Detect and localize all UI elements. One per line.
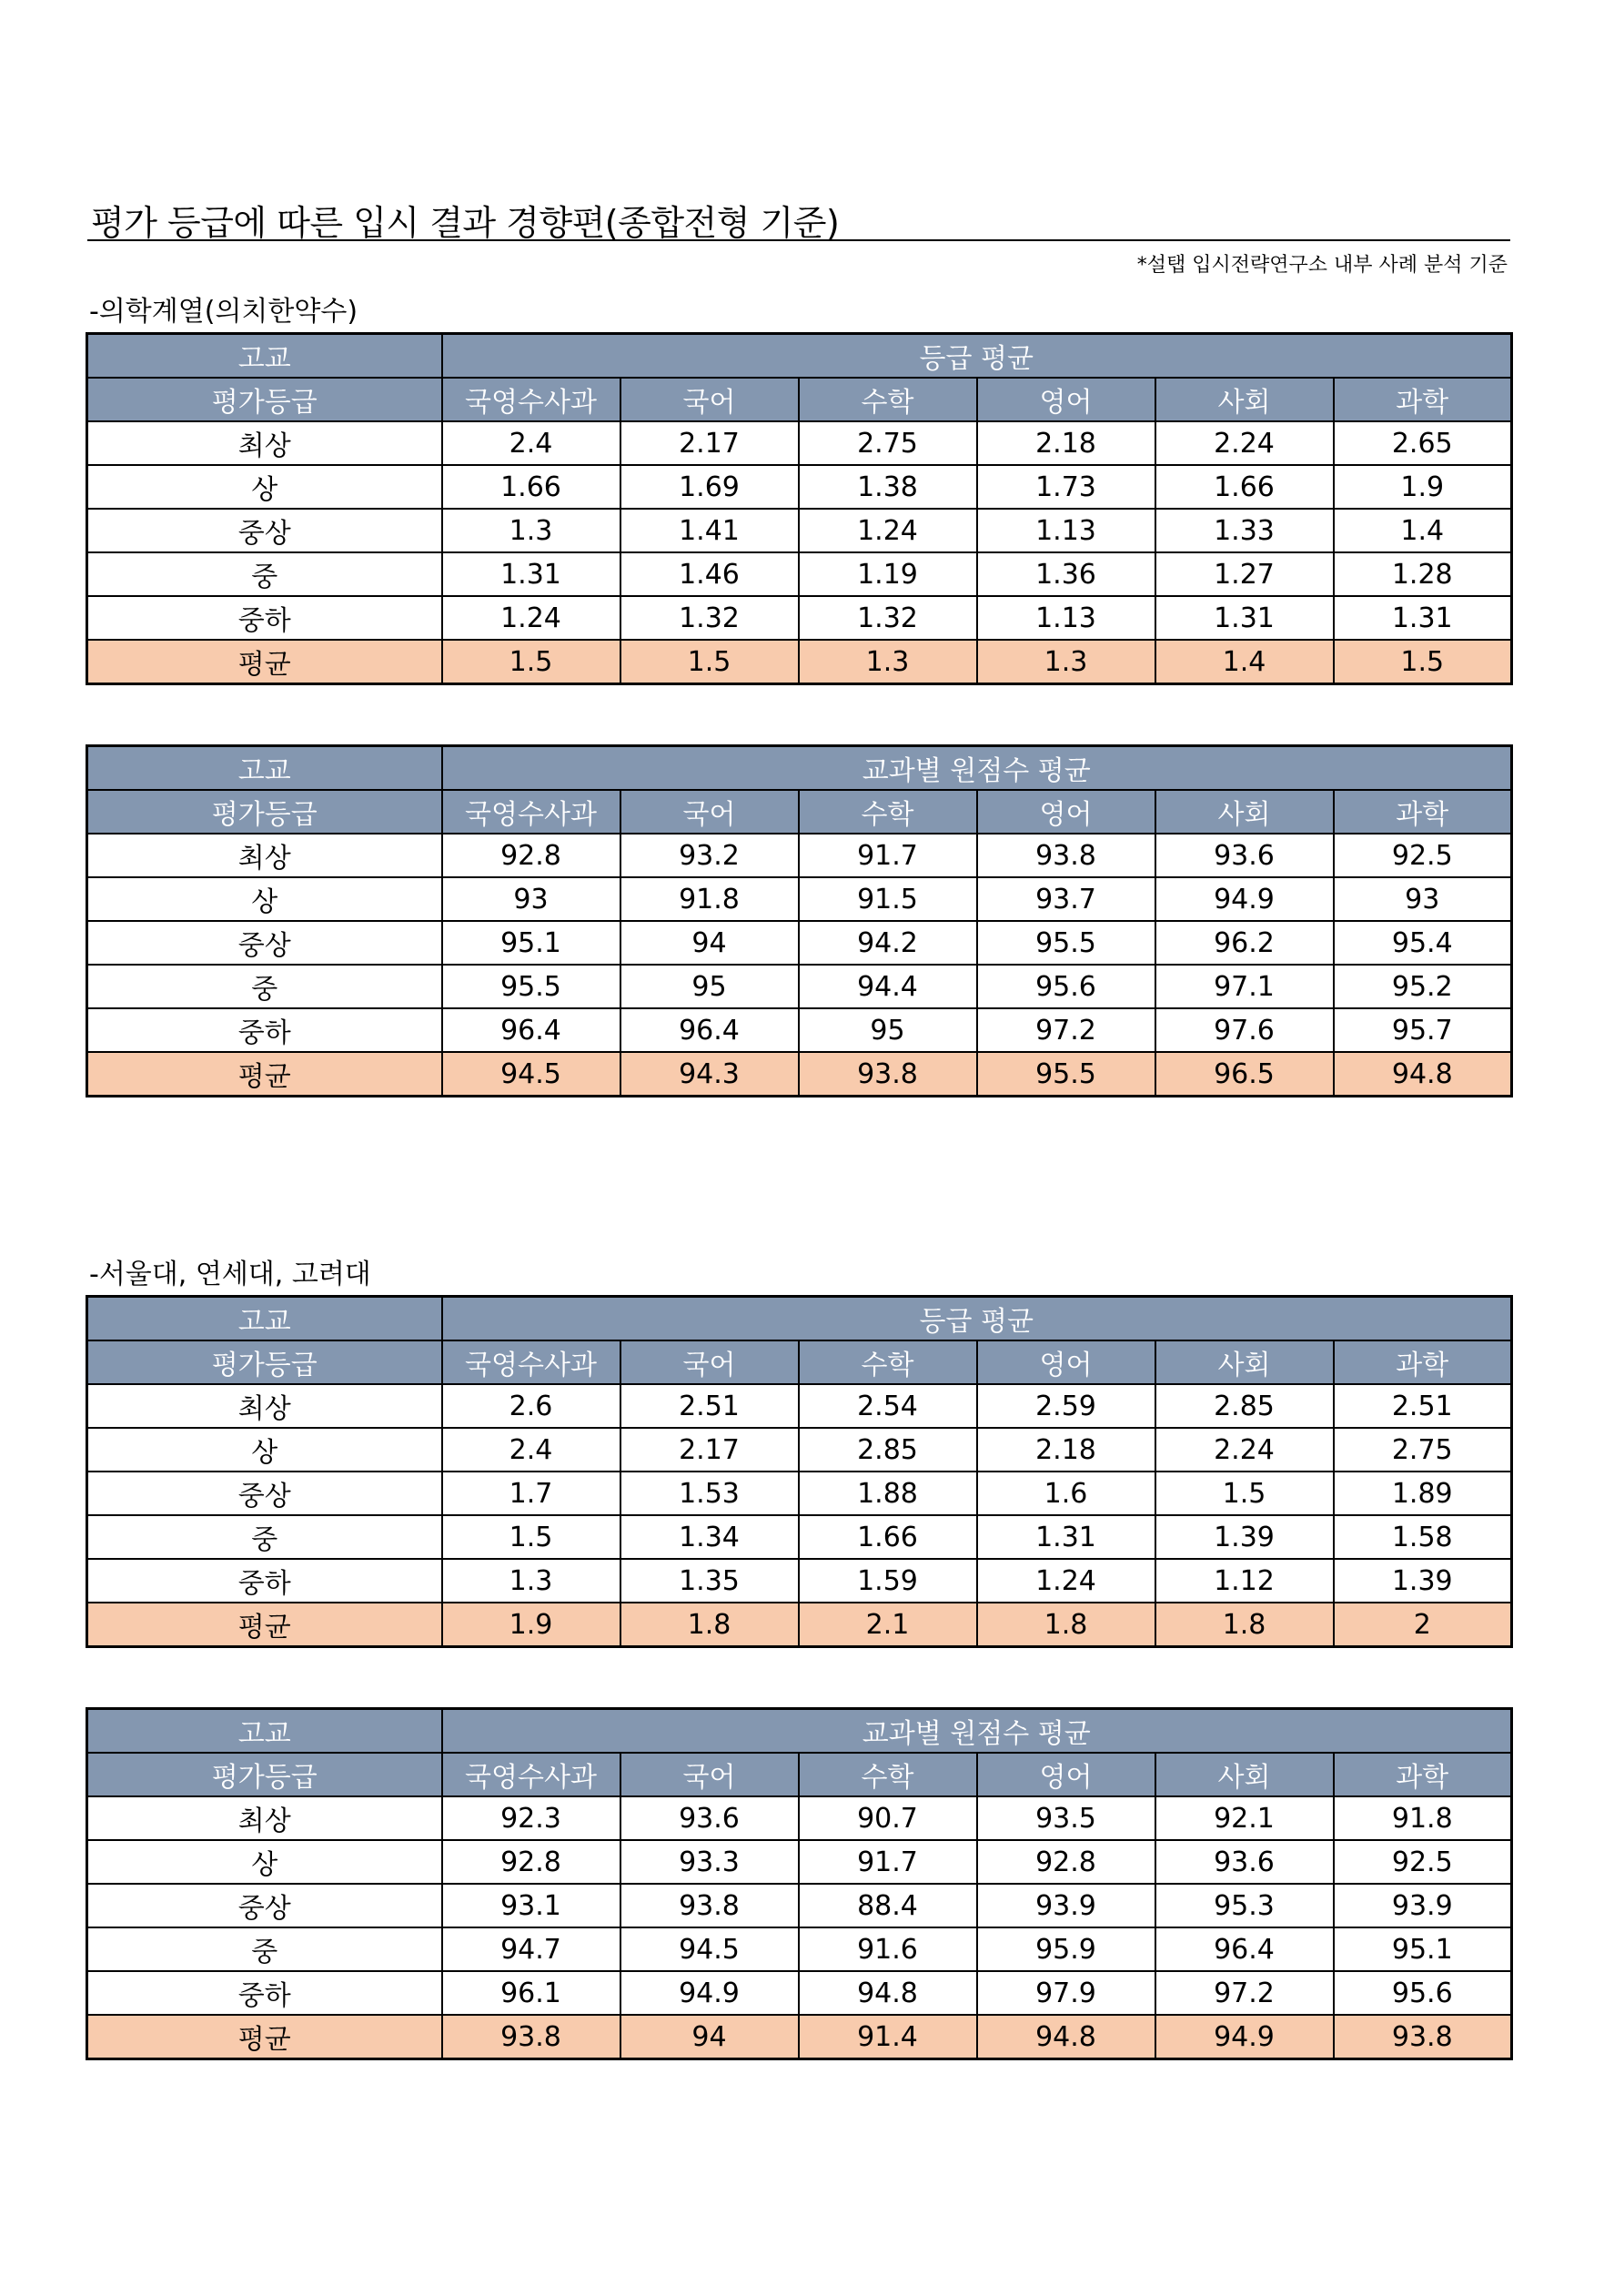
column-header-cell: 수학 [799,1340,977,1384]
value-cell: 1.31 [977,1515,1155,1559]
value-cell: 94.8 [799,1971,977,2015]
value-cell: 1.46 [620,552,799,596]
grade-label-cell: 중하 [87,1008,442,1052]
value-cell: 95.5 [442,965,620,1008]
grade-label-cell: 상 [87,877,442,921]
column-header-cell: 영어 [977,790,1155,834]
average-value-cell: 1.3 [977,640,1155,684]
value-cell: 93 [1334,877,1512,921]
column-header-cell: 수학 [799,790,977,834]
value-cell: 2.4 [442,421,620,465]
source-note: *설탭 입시전략연구소 내부 사례 분석 기준 [1136,254,1508,277]
column-header-cell: 과학 [1334,1753,1512,1796]
title-divider [87,239,1510,241]
value-cell: 1.24 [977,1559,1155,1603]
value-cell: 1.66 [442,465,620,509]
value-cell: 95.6 [1334,1971,1512,2015]
average-value-cell: 1.4 [1155,640,1334,684]
value-cell: 94.9 [1155,877,1334,921]
table-row [87,834,1512,877]
value-cell: 91.5 [799,877,977,921]
group-header-cell: 교과별 원점수 평균 [442,1709,1512,1754]
value-cell: 95 [620,965,799,1008]
value-cell: 1.12 [1155,1559,1334,1603]
value-cell: 1.31 [442,552,620,596]
column-header-cell: 영어 [977,1753,1155,1796]
average-value-cell: 1.9 [442,1603,620,1647]
column-header-cell: 사회 [1155,1340,1334,1384]
average-value-cell: 94.9 [1155,2015,1334,2059]
value-cell: 91.7 [799,1840,977,1884]
column-header-cell: 국어 [620,378,799,421]
value-cell: 2.24 [1155,1428,1334,1472]
grade-label-cell: 중하 [87,1971,442,2015]
row-header-cell: 평가등급 [87,378,442,421]
value-cell: 2.51 [620,1384,799,1428]
value-cell: 1.58 [1334,1515,1512,1559]
value-cell: 91.8 [1334,1796,1512,1840]
value-cell: 1.39 [1334,1559,1512,1603]
row-header-cell: 평가등급 [87,1340,442,1384]
value-cell: 95.9 [977,1927,1155,1971]
value-cell: 92.5 [1334,834,1512,877]
value-cell: 2.75 [1334,1428,1512,1472]
page-title: 평가 등급에 따른 입시 결과 경향편(종합전형 기준) [91,203,840,243]
value-cell: 2.24 [1155,421,1334,465]
column-header-cell: 과학 [1334,1340,1512,1384]
grade-label-cell: 중상 [87,1472,442,1515]
value-cell: 1.7 [442,1472,620,1515]
value-cell: 1.88 [799,1472,977,1515]
row-header-cell: 평가등급 [87,790,442,834]
table-row [87,509,1512,552]
value-cell: 92.3 [442,1796,620,1840]
value-cell: 91.7 [799,834,977,877]
value-cell: 93.7 [977,877,1155,921]
value-cell: 2.6 [442,1384,620,1428]
value-cell: 95.7 [1334,1008,1512,1052]
average-label-cell: 평균 [87,640,442,684]
table-sky-raw-score-average [86,1707,1513,2060]
column-header-cell: 사회 [1155,378,1334,421]
grade-label-cell: 최상 [87,1384,442,1428]
table-row [87,921,1512,965]
table-row [87,552,1512,596]
average-value-cell: 1.8 [1155,1603,1334,1647]
grade-label-cell: 중상 [87,1884,442,1927]
value-cell: 94.7 [442,1927,620,1971]
column-header-cell: 과학 [1334,378,1512,421]
value-cell: 1.31 [1155,596,1334,640]
value-cell: 1.3 [442,509,620,552]
column-header-row [87,1340,1512,1384]
value-cell: 2.59 [977,1384,1155,1428]
table-row [87,1884,1512,1927]
table-row [87,877,1512,921]
corner-cell: 고교 [87,1709,442,1754]
value-cell: 1.66 [1155,465,1334,509]
value-cell: 97.1 [1155,965,1334,1008]
value-cell: 96.4 [620,1008,799,1052]
group-header-cell: 등급 평균 [442,334,1512,379]
value-cell: 93.6 [1155,834,1334,877]
average-row [87,1052,1512,1097]
grade-label-cell: 최상 [87,834,442,877]
group-header-cell: 교과별 원점수 평균 [442,746,1512,791]
average-value-cell: 91.4 [799,2015,977,2059]
value-cell: 94.2 [799,921,977,965]
average-value-cell: 94.8 [977,2015,1155,2059]
column-header-cell: 수학 [799,378,977,421]
value-cell: 88.4 [799,1884,977,1927]
table-sky-grade-average [86,1295,1513,1648]
table-row [87,1384,1512,1428]
value-cell: 1.3 [442,1559,620,1603]
grade-label-cell: 최상 [87,1796,442,1840]
column-header-row [87,1753,1512,1796]
column-header-cell: 수학 [799,1753,977,1796]
average-value-cell: 93.8 [442,2015,620,2059]
grade-label-cell: 중하 [87,596,442,640]
value-cell: 94.5 [620,1927,799,1971]
column-header-cell: 과학 [1334,790,1512,834]
column-header-cell: 사회 [1155,1753,1334,1796]
average-label-cell: 평균 [87,1603,442,1647]
value-cell: 1.32 [799,596,977,640]
grade-label-cell: 중상 [87,921,442,965]
value-cell: 2.51 [1334,1384,1512,1428]
table-row [87,1796,1512,1840]
value-cell: 2.18 [977,1428,1155,1472]
value-cell: 95.5 [977,921,1155,965]
grade-label-cell: 중하 [87,1559,442,1603]
table-row [87,1927,1512,1971]
value-cell: 2.54 [799,1384,977,1428]
row-header-cell: 평가등급 [87,1753,442,1796]
average-value-cell: 1.8 [620,1603,799,1647]
grade-label-cell: 상 [87,1428,442,1472]
value-cell: 1.33 [1155,509,1334,552]
value-cell: 1.4 [1334,509,1512,552]
value-cell: 1.5 [442,1515,620,1559]
value-cell: 2.85 [1155,1384,1334,1428]
grade-label-cell: 최상 [87,421,442,465]
value-cell: 1.28 [1334,552,1512,596]
value-cell: 1.13 [977,596,1155,640]
value-cell: 2.75 [799,421,977,465]
value-cell: 1.24 [442,596,620,640]
value-cell: 91.8 [620,877,799,921]
value-cell: 1.31 [1334,596,1512,640]
value-cell: 94.4 [799,965,977,1008]
value-cell: 1.69 [620,465,799,509]
table-header-row [87,1297,1512,1341]
value-cell: 2.65 [1334,421,1512,465]
average-label-cell: 평균 [87,2015,442,2059]
value-cell: 94 [620,921,799,965]
grade-label-cell: 중 [87,965,442,1008]
value-cell: 2.85 [799,1428,977,1472]
column-header-cell: 국어 [620,1753,799,1796]
value-cell: 95.6 [977,965,1155,1008]
table-header-row [87,746,1512,791]
column-header-cell: 영어 [977,1340,1155,1384]
column-header-cell: 국어 [620,790,799,834]
table-header-row [87,1709,1512,1754]
column-header-cell: 사회 [1155,790,1334,834]
value-cell: 1.73 [977,465,1155,509]
grade-label-cell: 중 [87,552,442,596]
value-cell: 93.9 [1334,1884,1512,1927]
value-cell: 93.6 [620,1796,799,1840]
grade-label-cell: 중 [87,1927,442,1971]
value-cell: 95.4 [1334,921,1512,965]
table-row [87,1428,1512,1472]
table-row [87,1559,1512,1603]
average-value-cell: 96.5 [1155,1052,1334,1097]
average-label-cell: 평균 [87,1052,442,1097]
value-cell: 1.34 [620,1515,799,1559]
average-value-cell: 2.1 [799,1603,977,1647]
value-cell: 1.66 [799,1515,977,1559]
value-cell: 93.1 [442,1884,620,1927]
value-cell: 96.2 [1155,921,1334,965]
value-cell: 2.17 [620,421,799,465]
value-cell: 1.5 [1155,1472,1334,1515]
value-cell: 92.8 [442,1840,620,1884]
value-cell: 96.1 [442,1971,620,2015]
average-value-cell: 1.5 [1334,640,1512,684]
value-cell: 95.1 [442,921,620,965]
section-label-sky: -서울대, 연세대, 고려대 [89,1259,371,1290]
column-header-cell: 영어 [977,378,1155,421]
table-row [87,1515,1512,1559]
average-value-cell: 94.3 [620,1052,799,1097]
value-cell: 95.2 [1334,965,1512,1008]
average-value-cell: 93.8 [799,1052,977,1097]
average-row [87,640,1512,684]
section-label-medical: -의학계열(의치한약수) [89,296,358,328]
table-row [87,1472,1512,1515]
average-value-cell: 1.8 [977,1603,1155,1647]
value-cell: 1.53 [620,1472,799,1515]
value-cell: 2.18 [977,421,1155,465]
value-cell: 93.8 [977,834,1155,877]
average-value-cell: 2 [1334,1603,1512,1647]
value-cell: 1.19 [799,552,977,596]
corner-cell: 고교 [87,746,442,791]
table-row [87,465,1512,509]
value-cell: 97.6 [1155,1008,1334,1052]
value-cell: 93.5 [977,1796,1155,1840]
value-cell: 90.7 [799,1796,977,1840]
value-cell: 2.4 [442,1428,620,1472]
value-cell: 93.6 [1155,1840,1334,1884]
table-row [87,1008,1512,1052]
average-value-cell: 1.5 [442,640,620,684]
value-cell: 1.6 [977,1472,1155,1515]
table-header-row [87,334,1512,379]
column-header-cell: 국영수사과 [442,790,620,834]
value-cell: 1.59 [799,1559,977,1603]
column-header-cell: 국영수사과 [442,1340,620,1384]
value-cell: 97.9 [977,1971,1155,2015]
value-cell: 97.2 [977,1008,1155,1052]
average-value-cell: 94.5 [442,1052,620,1097]
value-cell: 1.35 [620,1559,799,1603]
average-row [87,2015,1512,2059]
average-value-cell: 1.3 [799,640,977,684]
table-row [87,421,1512,465]
average-value-cell: 1.5 [620,640,799,684]
grade-label-cell: 중상 [87,509,442,552]
average-value-cell: 94 [620,2015,799,2059]
value-cell: 1.36 [977,552,1155,596]
average-value-cell: 94.8 [1334,1052,1512,1097]
corner-cell: 고교 [87,1297,442,1341]
average-value-cell: 93.8 [1334,2015,1512,2059]
column-header-cell: 국어 [620,1340,799,1384]
value-cell: 93 [442,877,620,921]
value-cell: 94.9 [620,1971,799,2015]
value-cell: 93.3 [620,1840,799,1884]
value-cell: 93.8 [620,1884,799,1927]
table-medical-raw-score-average [86,744,1513,1097]
value-cell: 96.4 [1155,1927,1334,1971]
value-cell: 92.5 [1334,1840,1512,1884]
value-cell: 96.4 [442,1008,620,1052]
value-cell: 92.8 [977,1840,1155,1884]
corner-cell: 고교 [87,334,442,379]
value-cell: 1.27 [1155,552,1334,596]
value-cell: 92.1 [1155,1796,1334,1840]
value-cell: 91.6 [799,1927,977,1971]
table-row [87,596,1512,640]
table-row [87,965,1512,1008]
value-cell: 1.24 [799,509,977,552]
average-row [87,1603,1512,1647]
table-row [87,1840,1512,1884]
value-cell: 1.39 [1155,1515,1334,1559]
grade-label-cell: 중 [87,1515,442,1559]
value-cell: 1.13 [977,509,1155,552]
value-cell: 1.41 [620,509,799,552]
column-header-row [87,378,1512,421]
column-header-row [87,790,1512,834]
table-row [87,1971,1512,2015]
group-header-cell: 등급 평균 [442,1297,1512,1341]
value-cell: 93.9 [977,1884,1155,1927]
grade-label-cell: 상 [87,1840,442,1884]
table-medical-grade-average [86,332,1513,685]
value-cell: 1.89 [1334,1472,1512,1515]
average-value-cell: 95.5 [977,1052,1155,1097]
value-cell: 95.1 [1334,1927,1512,1971]
column-header-cell: 국영수사과 [442,378,620,421]
value-cell: 92.8 [442,834,620,877]
value-cell: 2.17 [620,1428,799,1472]
column-header-cell: 국영수사과 [442,1753,620,1796]
value-cell: 1.32 [620,596,799,640]
value-cell: 97.2 [1155,1971,1334,2015]
value-cell: 95 [799,1008,977,1052]
value-cell: 1.9 [1334,465,1512,509]
value-cell: 95.3 [1155,1884,1334,1927]
value-cell: 1.38 [799,465,977,509]
value-cell: 93.2 [620,834,799,877]
grade-label-cell: 상 [87,465,442,509]
